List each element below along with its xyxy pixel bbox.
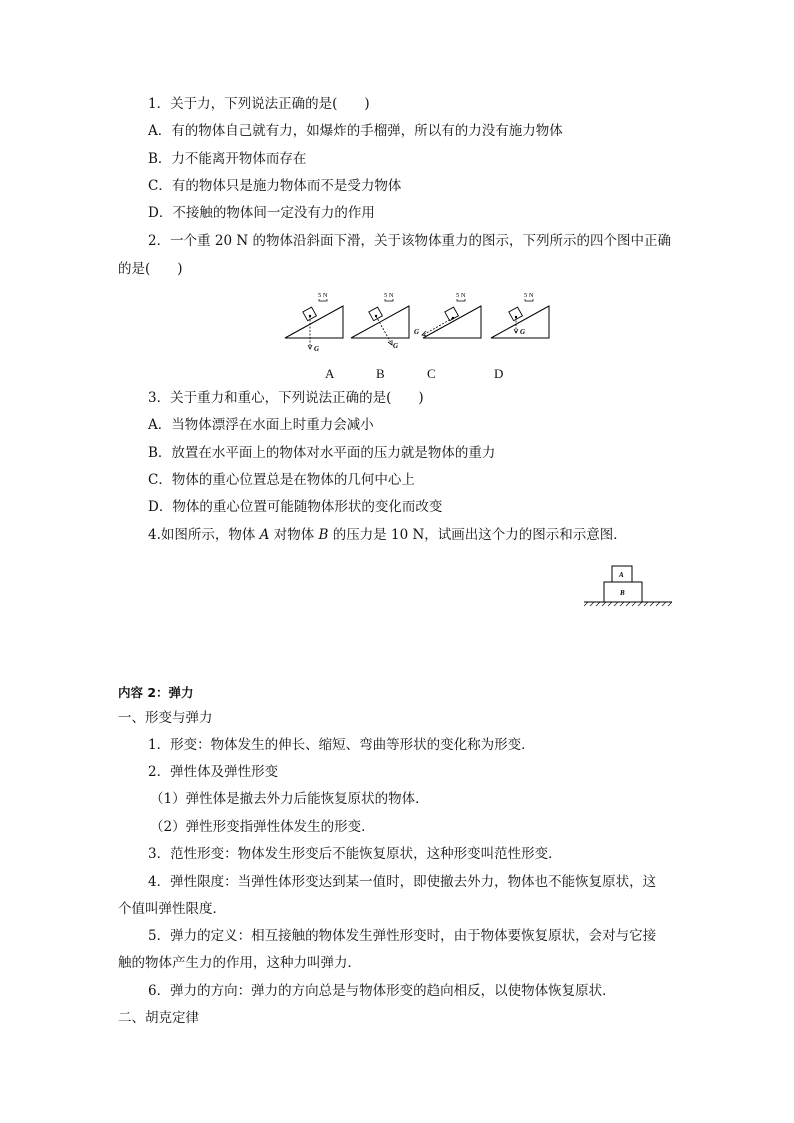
q3-option-b: B．放置在水平面上的物体对水平面的压力就是物体的重力	[148, 445, 496, 461]
q4-object-b: B	[318, 527, 329, 543]
q3-option-c: C．物体的重心位置总是在物体的几何中心上	[148, 472, 415, 488]
figure-d-force: G	[520, 328, 526, 336]
q1-stem: 1．关于力，下列说法正确的是( )	[148, 96, 370, 112]
q2-figures	[283, 288, 553, 358]
para-5-line1: 5．弹力的定义：相互接触的物体发生弹性形变时，由于物体要恢复原状，会对与它接	[148, 928, 657, 944]
q4-suffix: 的压力是 10 N，试画出这个力的图示和示意图．	[328, 527, 627, 543]
para-2: 2．弹性体及弹性形变	[148, 764, 279, 780]
q2-stem-line2: 的是( )	[118, 261, 183, 277]
q4-stem	[148, 525, 627, 545]
para-1: 1．形变：物体发生的伸长、缩短、弯曲等形状的变化称为形变．	[148, 737, 535, 753]
para-5-line2: 触的物体产生力的作用，这种力叫弹力．	[118, 955, 361, 971]
figure-a-label: A	[325, 366, 335, 381]
q4-mid: 对物体	[269, 527, 319, 543]
block-b-label: B	[620, 589, 625, 597]
figure-a-force: G	[314, 345, 320, 353]
q1-option-b: B．力不能离开物体而存在	[148, 151, 307, 167]
figure-d-label: D	[494, 366, 504, 381]
figure-c	[414, 292, 481, 338]
q4-object-a: A	[259, 527, 270, 543]
figure-b-label: B	[376, 366, 385, 381]
q1-option-a: A．有的物体自己就有力，如爆炸的手榴弹，所以有的力没有施力物体	[148, 123, 563, 139]
part2-heading: 二、胡克定律	[118, 1010, 199, 1026]
para-2b: （2）弹性形变指弹性体发生的形变．	[150, 819, 375, 835]
para-4-line2: 个值叫弹性限度．	[118, 901, 226, 917]
figure-c-scale: 5 N	[456, 292, 466, 299]
part1-heading: 一、形变与弹力	[118, 710, 213, 726]
q3-stem: 3．关于重力和重心，下列说法正确的是( )	[148, 390, 424, 406]
block-a-label: A	[619, 571, 624, 579]
q4-figure	[582, 560, 678, 612]
q2-stem-line1: 2．一个重 20 N 的物体沿斜面下滑，关于该物体重力的图示，下列所示的四个图中正确	[148, 233, 671, 249]
figure-a-scale: 5 N	[318, 292, 328, 299]
q4-prefix: 4.如图所示，物体	[148, 527, 260, 543]
para-4-line1: 4．弹性限度：当弹性体形变达到某一值时，即使撤去外力，物体也不能恢复原状，这	[148, 874, 657, 890]
q1-option-d: D．不接触的物体间一定没有力的作用	[148, 205, 375, 221]
q1-option-c: C．有的物体只是施力物体而不是受力物体	[148, 178, 402, 194]
section-title: 内容 2：弹力	[118, 685, 194, 700]
figure-a	[285, 292, 343, 353]
figure-d-scale: 5 N	[524, 292, 534, 299]
para-3: 3．范性形变：物体发生形变后不能恢复原状，这种形变叫范性形变．	[148, 846, 562, 862]
para-6: 6．弹力的方向：弹力的方向总是与物体形变的趋向相反，以使物体恢复原状．	[148, 983, 616, 999]
figure-b-scale: 5 N	[384, 292, 394, 299]
figure-d	[491, 292, 549, 338]
figure-c-label: C	[427, 366, 436, 381]
figure-b	[351, 292, 409, 350]
q3-option-d: D．物体的重心位置可能随物体形状的变化而改变	[148, 499, 443, 515]
q3-option-a: A．当物体漂浮在水面上时重力会减小	[148, 417, 374, 433]
para-2a: （1）弹性体是撤去外力后能恢复原状的物体．	[150, 791, 429, 807]
figure-c-force: G	[414, 328, 420, 336]
figure-b-force: G	[393, 342, 399, 350]
